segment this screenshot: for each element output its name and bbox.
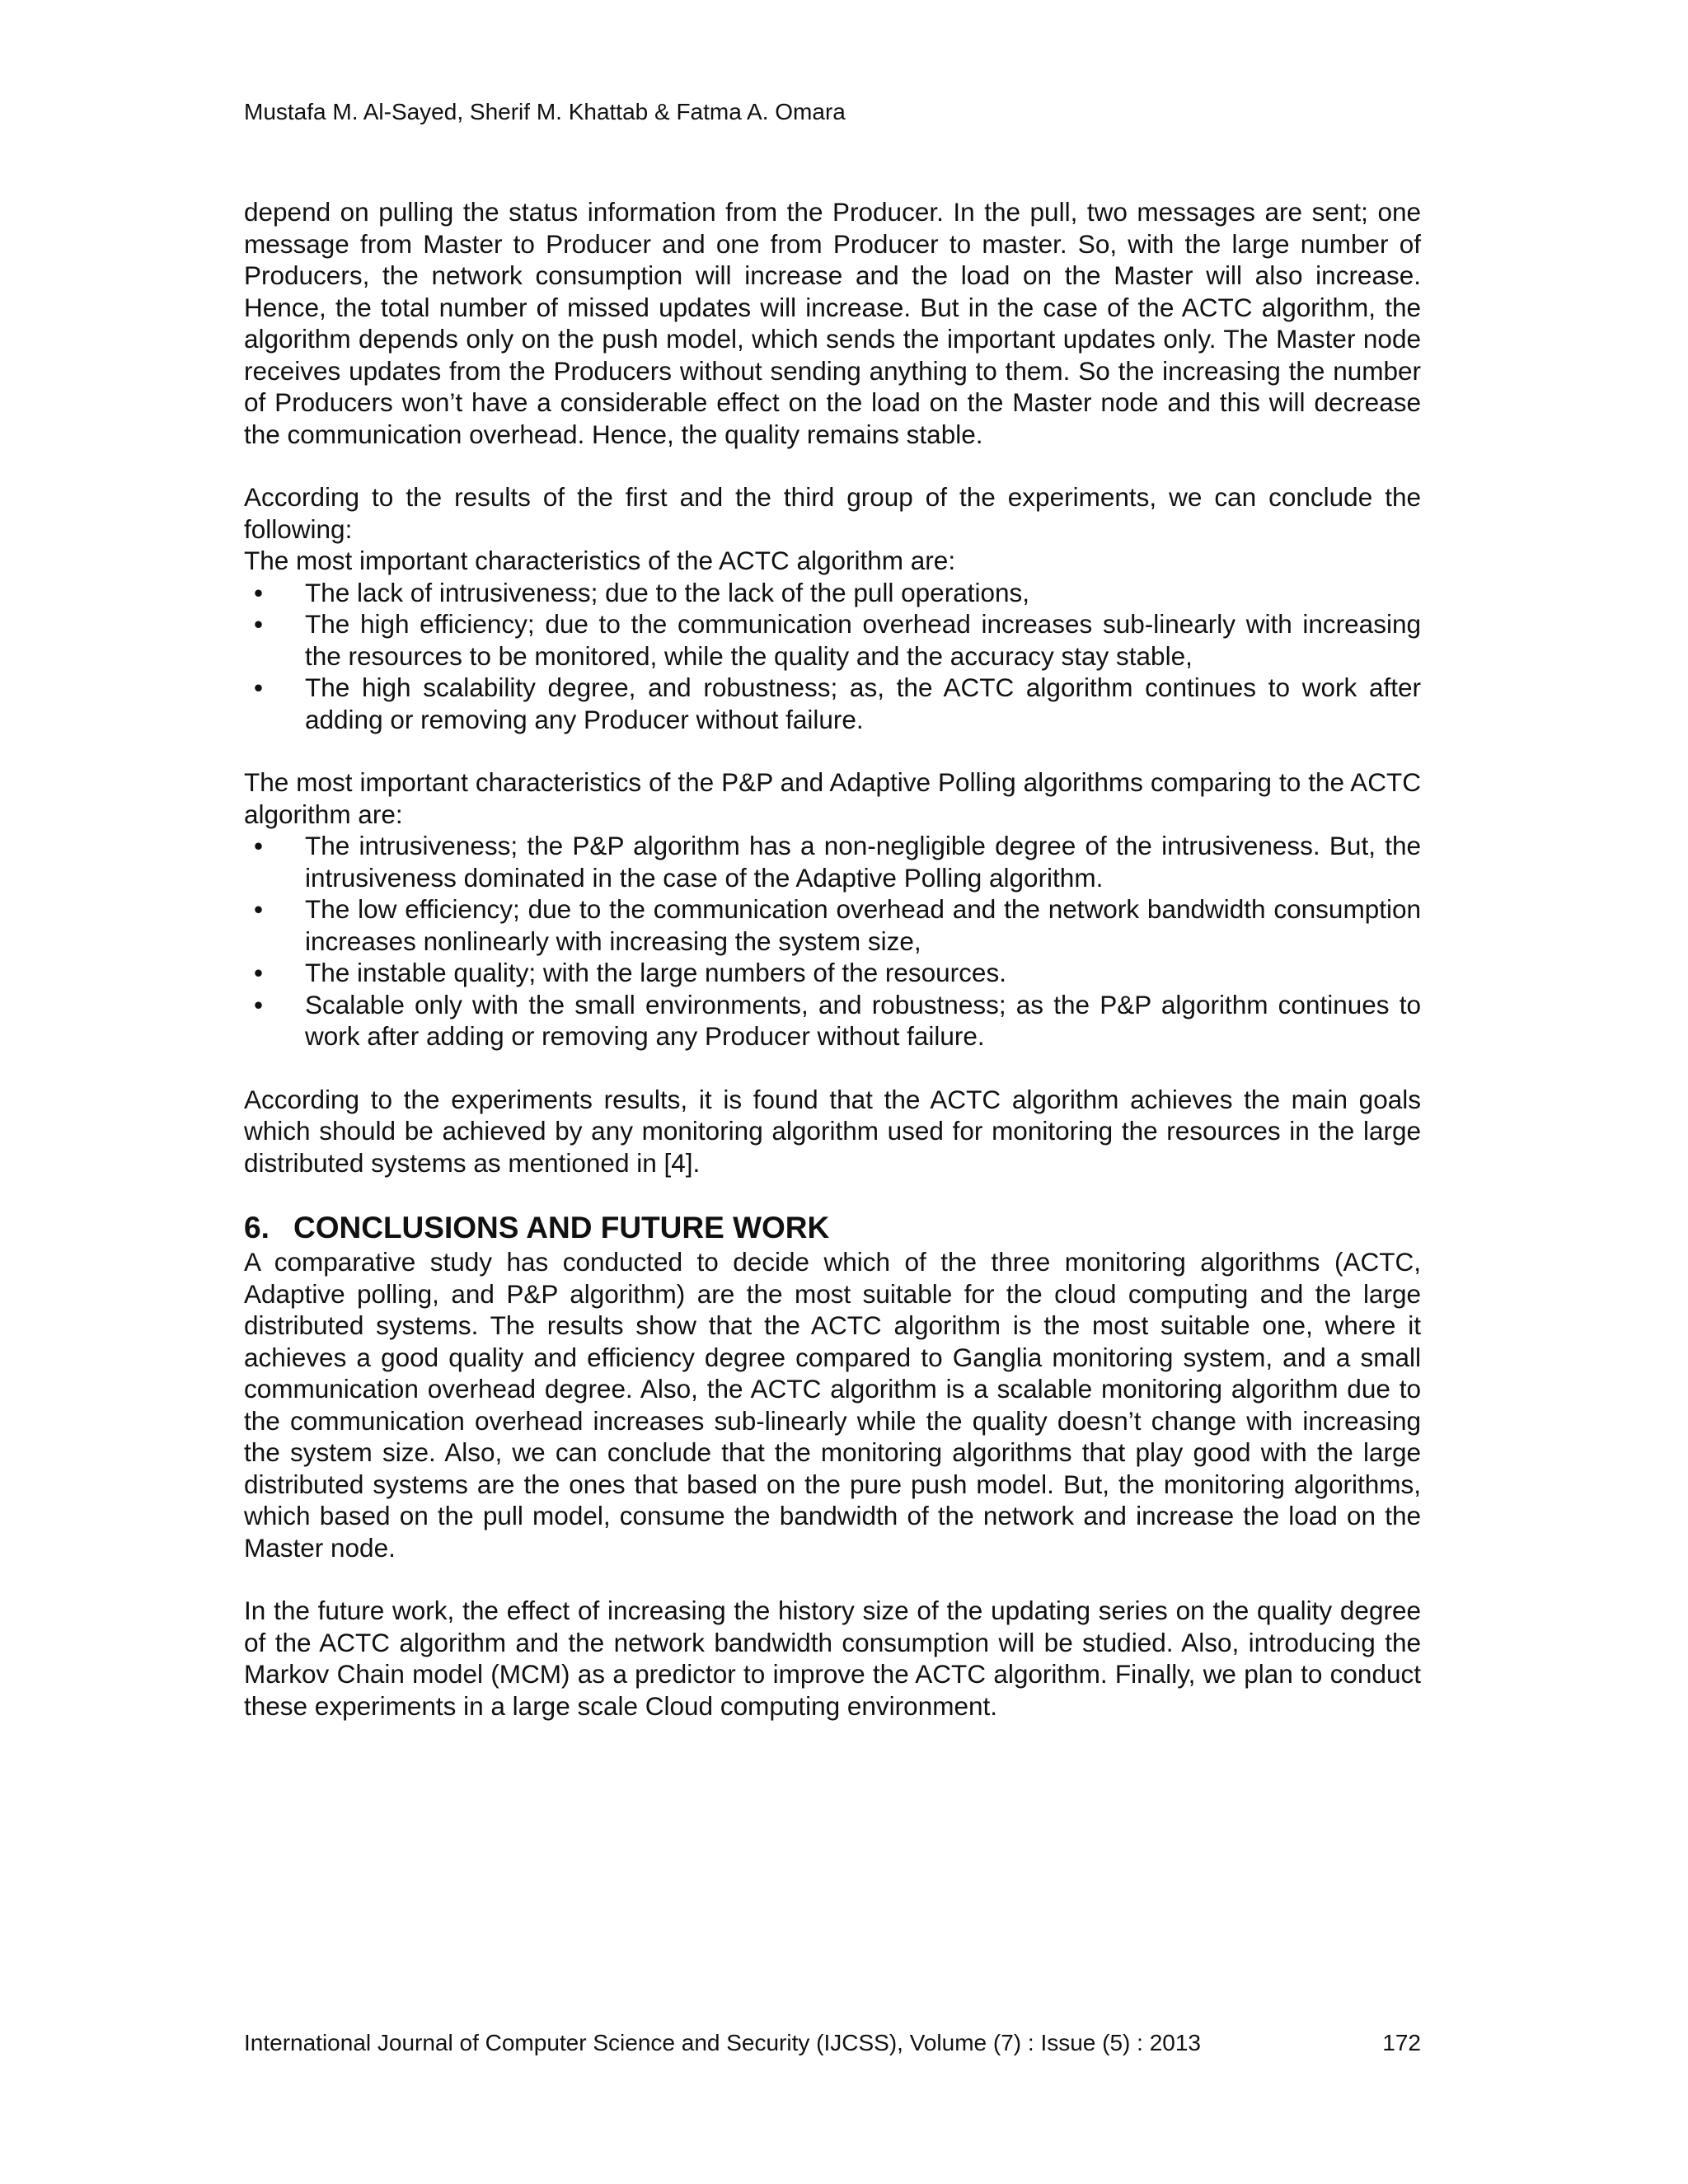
paragraph-conclusion-intro: According to the results of the first and the third group of the experiments, we can conclude the following: xyxy=(244,482,1421,544)
paragraph-actc-characteristics-intro: The most important characteristics of the ACTC algorithm are: xyxy=(244,546,956,575)
list-item xyxy=(244,672,1421,735)
paragraph-pp-characteristics-intro: The most important characteristics of the P&P and Adaptive Polling algorithms comparing to the ACTC algorithm are: xyxy=(244,767,1421,829)
list-item-text: The low efficiency; due to the communication overhead and the network bandwidth consumption increases nonlinearly with increasing the system size, xyxy=(305,894,1421,956)
bullet-mark: • xyxy=(254,673,264,702)
list-item-text: Scalable only with the small environments, and robustness; as the P&P algorithm continues to work after adding or removing any Producer without failure. xyxy=(305,989,1421,1051)
section-number: 6. xyxy=(244,1211,270,1244)
list-item-text: The high efficiency; due to the communication overhead increases sub-linearly with increasing the resources to be monitored, while the quality and the accuracy stay stable, xyxy=(305,609,1421,671)
list-item-text: The lack of intrusiveness; due to the lack of the pull operations, xyxy=(305,577,1030,607)
list-item xyxy=(244,989,1421,1052)
section-title: CONCLUSIONS AND FUTURE WORK xyxy=(293,1211,830,1244)
paragraph-conclusions: A comparative study has conducted to decide which of the three monitoring algorithms (ACTC, Adaptive polling, and P&P algorithm) are the most suitable for the cloud computing and the large distributed systems. The results show that the ACTC algorithm is the most suitable one, where it achieves a good quality and efficiency degree compared to Ganglia monitoring system, and a small communication overhead degree. Also, the ACTC algorithm is a scalable monitoring algorithm due to the communication overhead increases sub-linearly while the quality doesn’t change with increasing the system size. Also, we can conclude that the monitoring algorithms that play good with the large distributed systems are the ones that based on the pure push model. But, the monitoring algorithms, which based on the pull model, consume the bandwidth of the network and increase the load on the Master node. xyxy=(244,1247,1421,1563)
running-header-authors: Mustafa M. Al-Sayed, Sherif M. Khattab & Fatma A. Omara xyxy=(244,99,846,124)
bullet-mark: • xyxy=(254,989,264,1019)
list-item-text: The intrusiveness; the P&P algorithm has a non-negligible degree of the intrusiveness. But, the intrusiveness dominated in the case of the Adaptive Polling algorithm. xyxy=(305,831,1421,893)
bullet-mark: • xyxy=(254,894,264,924)
page-body xyxy=(244,196,1421,1753)
bullet-mark: • xyxy=(254,577,264,607)
actc-characteristics-list xyxy=(244,577,1421,736)
paragraph-pull-discussion: depend on pulling the status information from the Producer. In the pull, two messages are sent; one message from Master to Producer and one from Producer to master. So, with the large number of Producers, the network consumption will increase and the load on the Master will also increase. Hence, the total number of missed updates will increase. But in the case of the ACTC algorithm, the algorithm depends only on the push model, which sends the important updates only. The Master node receives updates from the Producers without sending anything to them. So the increasing the number of Producers won’t have a considerable effect on the load on the Master node and this will decrease the communication overhead. Hence, the quality remains stable. xyxy=(244,197,1421,449)
pp-characteristics-list xyxy=(244,830,1421,1052)
bullet-mark: • xyxy=(254,958,264,987)
list-item xyxy=(244,893,1421,957)
paragraph-experiment-results: According to the experiments results, it is found that the ACTC algorithm achieves the main goals which should be achieved by any monitoring algorithm used for monitoring the resources in the large distributed systems as mentioned in [4]. xyxy=(244,1084,1421,1178)
section-heading xyxy=(244,1210,1421,1246)
list-item xyxy=(244,957,1421,989)
paragraph-future-work: In the future work, the effect of increasing the history size of the updating series on the quality degree of the ACTC algorithm and the network bandwidth consumption will be studied. Also, introducing the Markov Chain model (MCM) as a predictor to improve the ACTC algorithm. Finally, we plan to conduct these experiments in a large scale Cloud computing environment. xyxy=(244,1596,1421,1721)
bullet-mark: • xyxy=(254,609,264,639)
page-number: 172 xyxy=(1382,2030,1421,2055)
footer-journal-citation: International Journal of Computer Science and Security (IJCSS), Volume (7) : Issue (5) : 2013 xyxy=(244,2030,1202,2055)
list-item-text: The high scalability degree, and robustness; as, the ACTC algorithm continues to work after adding or removing any Producer without failure. xyxy=(305,673,1421,734)
bullet-mark: • xyxy=(254,831,264,860)
list-item xyxy=(244,608,1421,672)
list-item xyxy=(244,577,1421,609)
list-item xyxy=(244,830,1421,893)
list-item-text: The instable quality; with the large numbers of the resources. xyxy=(305,958,1006,987)
